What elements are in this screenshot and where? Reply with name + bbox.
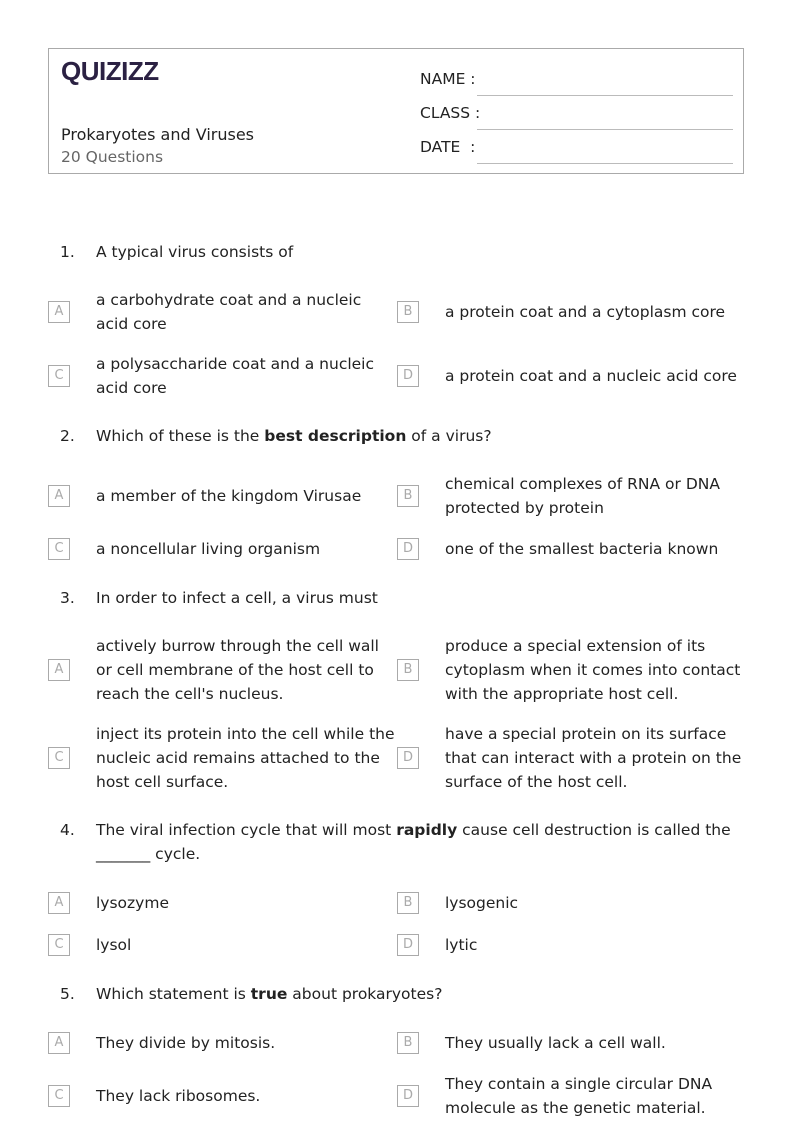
choice-a-box[interactable]: A <box>48 892 70 914</box>
question-text: A typical virus consists of <box>96 243 294 261</box>
q3-option-a: actively burrow through the cell wall or cell membrane of the host cell to reach the cell's nucleus. <box>96 637 379 703</box>
choice-b-box[interactable]: B <box>397 301 419 323</box>
choice-c-box[interactable]: C <box>48 365 70 387</box>
q1-option-c: a polysaccharide coat and a nucleic acid core <box>96 355 375 397</box>
q2-option-c: a noncellular living organism <box>96 540 321 558</box>
choice-b-box[interactable]: B <box>397 485 419 507</box>
choice-c-box[interactable]: C <box>48 747 70 769</box>
class-field[interactable] <box>420 101 733 125</box>
q5-option-c: They lack ribosomes. <box>96 1087 261 1105</box>
question-text: In order to infect a cell, a virus must <box>96 589 378 607</box>
name-label: NAME : <box>420 70 476 88</box>
choice-c-box[interactable]: C <box>48 934 70 956</box>
question-text: Which of these is the best description of a virus? <box>96 427 492 445</box>
question-count: 20 Questions <box>61 148 164 166</box>
q2-option-a: a member of the kingdom Virusae <box>96 487 362 505</box>
choice-b-box[interactable]: B <box>397 1032 419 1054</box>
question-number: 2. <box>60 427 75 445</box>
q4-option-d: lytic <box>445 936 478 954</box>
emphasis: true <box>250 985 288 1003</box>
q5-option-a: They divide by mitosis. <box>96 1034 276 1052</box>
q3-option-d: have a special protein on its surface that can interact with a protein on the surface of the host cell. <box>445 725 742 791</box>
worksheet-header <box>48 48 744 174</box>
question-number: 1. <box>60 243 75 261</box>
q4-option-a: lysozyme <box>96 894 169 912</box>
q1-option-a: a carbohydrate coat and a nucleic acid core <box>96 291 362 333</box>
date-line <box>477 163 733 164</box>
name-line <box>477 95 733 96</box>
quizizz-logo: QUIZIZZ <box>61 56 159 86</box>
choice-d-box[interactable]: D <box>397 365 419 387</box>
choice-a-box[interactable]: A <box>48 485 70 507</box>
choice-d-box[interactable]: D <box>397 1085 419 1107</box>
q2-option-b: chemical complexes of RNA or DNA protected by protein <box>445 475 720 517</box>
choice-a-box[interactable]: A <box>48 659 70 681</box>
worksheet-title: Prokaryotes and Viruses <box>61 125 255 144</box>
q4-option-b: lysogenic <box>445 894 519 912</box>
q1-option-b: a protein coat and a cytoplasm core <box>445 303 726 321</box>
q1-option-d: a protein coat and a nucleic acid core <box>445 367 737 385</box>
question-number: 4. <box>60 821 75 839</box>
date-label: DATE : <box>420 138 476 156</box>
choice-b-box[interactable]: B <box>397 892 419 914</box>
choice-d-box[interactable]: D <box>397 747 419 769</box>
class-label: CLASS : <box>420 104 481 122</box>
q5-option-b: They usually lack a cell wall. <box>445 1034 666 1052</box>
question-text: Which statement is true about prokaryotes? <box>96 985 443 1003</box>
choice-d-box[interactable]: D <box>397 934 419 956</box>
choice-c-box[interactable]: C <box>48 538 70 560</box>
emphasis: best description <box>264 427 407 445</box>
q4-option-c: lysol <box>96 936 132 954</box>
question-number: 5. <box>60 985 75 1003</box>
choice-a-box[interactable]: A <box>48 301 70 323</box>
choice-c-box[interactable]: C <box>48 1085 70 1107</box>
question-number: 3. <box>60 589 75 607</box>
name-field[interactable] <box>420 67 733 91</box>
choice-a-box[interactable]: A <box>48 1032 70 1054</box>
q3-option-b: produce a special extension of its cytoplasm when it comes into contact with the appropriate host cell. <box>445 637 741 703</box>
choice-d-box[interactable]: D <box>397 538 419 560</box>
question-text: The viral infection cycle that will most rapidly cause cell destruction is called the _______ cycle. <box>96 821 731 863</box>
emphasis: rapidly <box>396 821 458 839</box>
choice-b-box[interactable]: B <box>397 659 419 681</box>
q5-option-d: They contain a single circular DNA molecule as the genetic material. <box>445 1075 713 1117</box>
class-line <box>477 129 733 130</box>
q2-option-d: one of the smallest bacteria known <box>445 540 719 558</box>
q3-option-c: inject its protein into the cell while the nucleic acid remains attached to the host cell surface. <box>96 725 395 791</box>
date-field[interactable] <box>420 135 733 159</box>
